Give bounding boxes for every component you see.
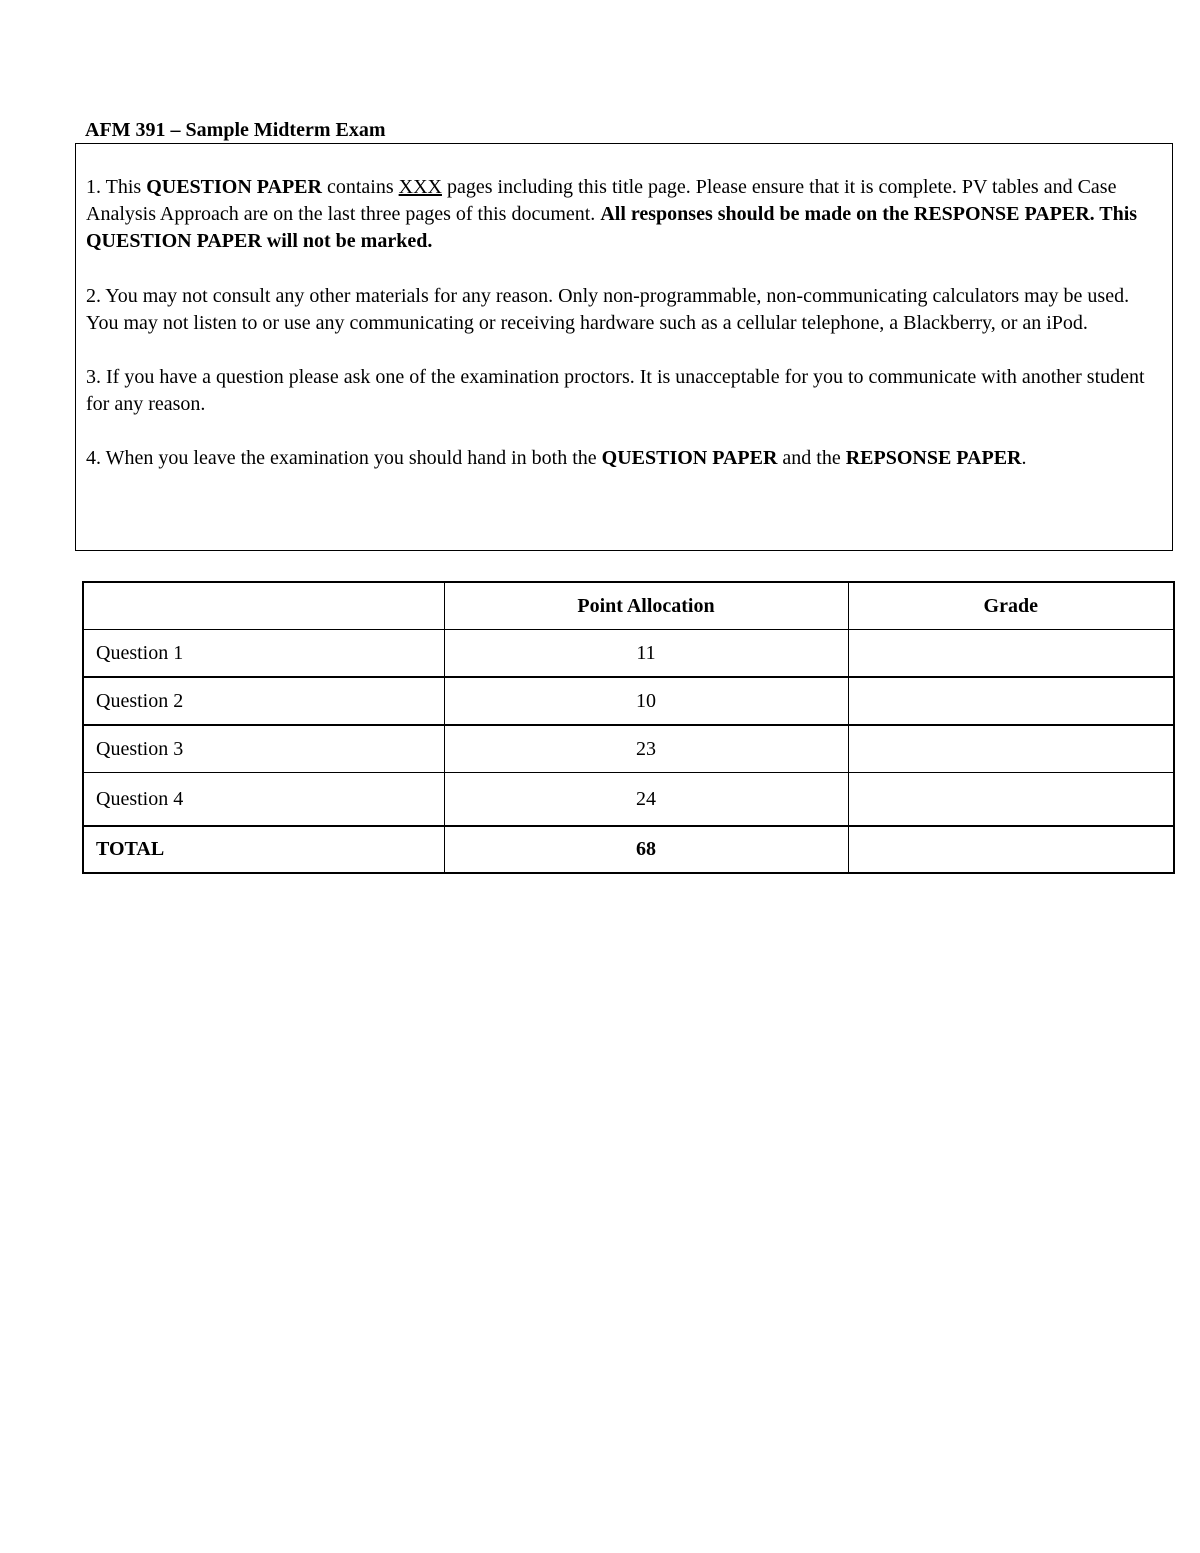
total-grade (848, 826, 1174, 873)
row-grade (848, 725, 1174, 773)
instruction-4-period: . (1021, 447, 1027, 470)
instructions-box (75, 143, 1173, 551)
row-grade (848, 677, 1174, 725)
instruction-1-page-count: XXX (398, 176, 442, 198)
row-grade (848, 773, 1174, 827)
row-grade (848, 630, 1174, 678)
grade-table (82, 581, 1175, 874)
table-row (83, 773, 1174, 827)
instruction-2: 2. You may not consult any other materials for any reason. Only non-programmable, non-communicating calculators may be used. You may not listen to or use any communicating or receiving hardware such as a cellular telephone, a Blackberry, or an iPod. (86, 284, 1130, 334)
instruction-3: 3. If you have a question please ask one of the examination proctors. It is unacceptable for you to communicate with another student for any reason. (86, 366, 1145, 416)
grade-table-header-row (83, 582, 1174, 630)
instruction-1-text: contains (321, 176, 399, 198)
table-row (83, 725, 1174, 773)
header-point-allocation: Point Allocation (444, 582, 848, 630)
instruction-1 (86, 174, 1162, 256)
row-points: 24 (444, 773, 848, 827)
row-label: Question 1 (83, 630, 444, 678)
row-label: Question 3 (83, 725, 444, 773)
row-points: 10 (444, 677, 848, 725)
total-row (83, 826, 1174, 873)
instruction-4-text: 4. When you leave the examination you should hand in both the (86, 447, 602, 470)
row-label: Question 2 (83, 677, 444, 725)
total-label: TOTAL (83, 826, 444, 873)
instruction-1-bold-question-paper: QUESTION PAPER (146, 176, 322, 198)
header-blank (83, 582, 444, 630)
header-grade: Grade (848, 582, 1174, 630)
page-title: AFM 391 – Sample Midterm Exam (85, 119, 386, 141)
instruction-4-bold-response-paper: REPSONSE PAPER (845, 447, 1022, 470)
instruction-4-text-2: and the (777, 447, 846, 470)
row-points: 23 (444, 725, 848, 773)
instruction-4-bold-question-paper: QUESTION PAPER (601, 447, 778, 470)
row-points: 11 (444, 630, 848, 678)
table-row (83, 630, 1174, 678)
table-row (83, 677, 1174, 725)
total-points: 68 (444, 826, 848, 873)
row-label: Question 4 (83, 773, 444, 827)
instruction-1-text-2: pages including this title page. Please ensure that it is complete. PV tables and Case Analysis Approach are on the last three pages of this document. (86, 176, 1117, 226)
instruction-1-bold-responses: All responses should be made on the RESPONSE PAPER. This QUESTION PAPER will not be marked. (86, 203, 1138, 253)
instruction-4 (86, 445, 1162, 472)
instruction-1-lead: 1. This (86, 176, 147, 198)
